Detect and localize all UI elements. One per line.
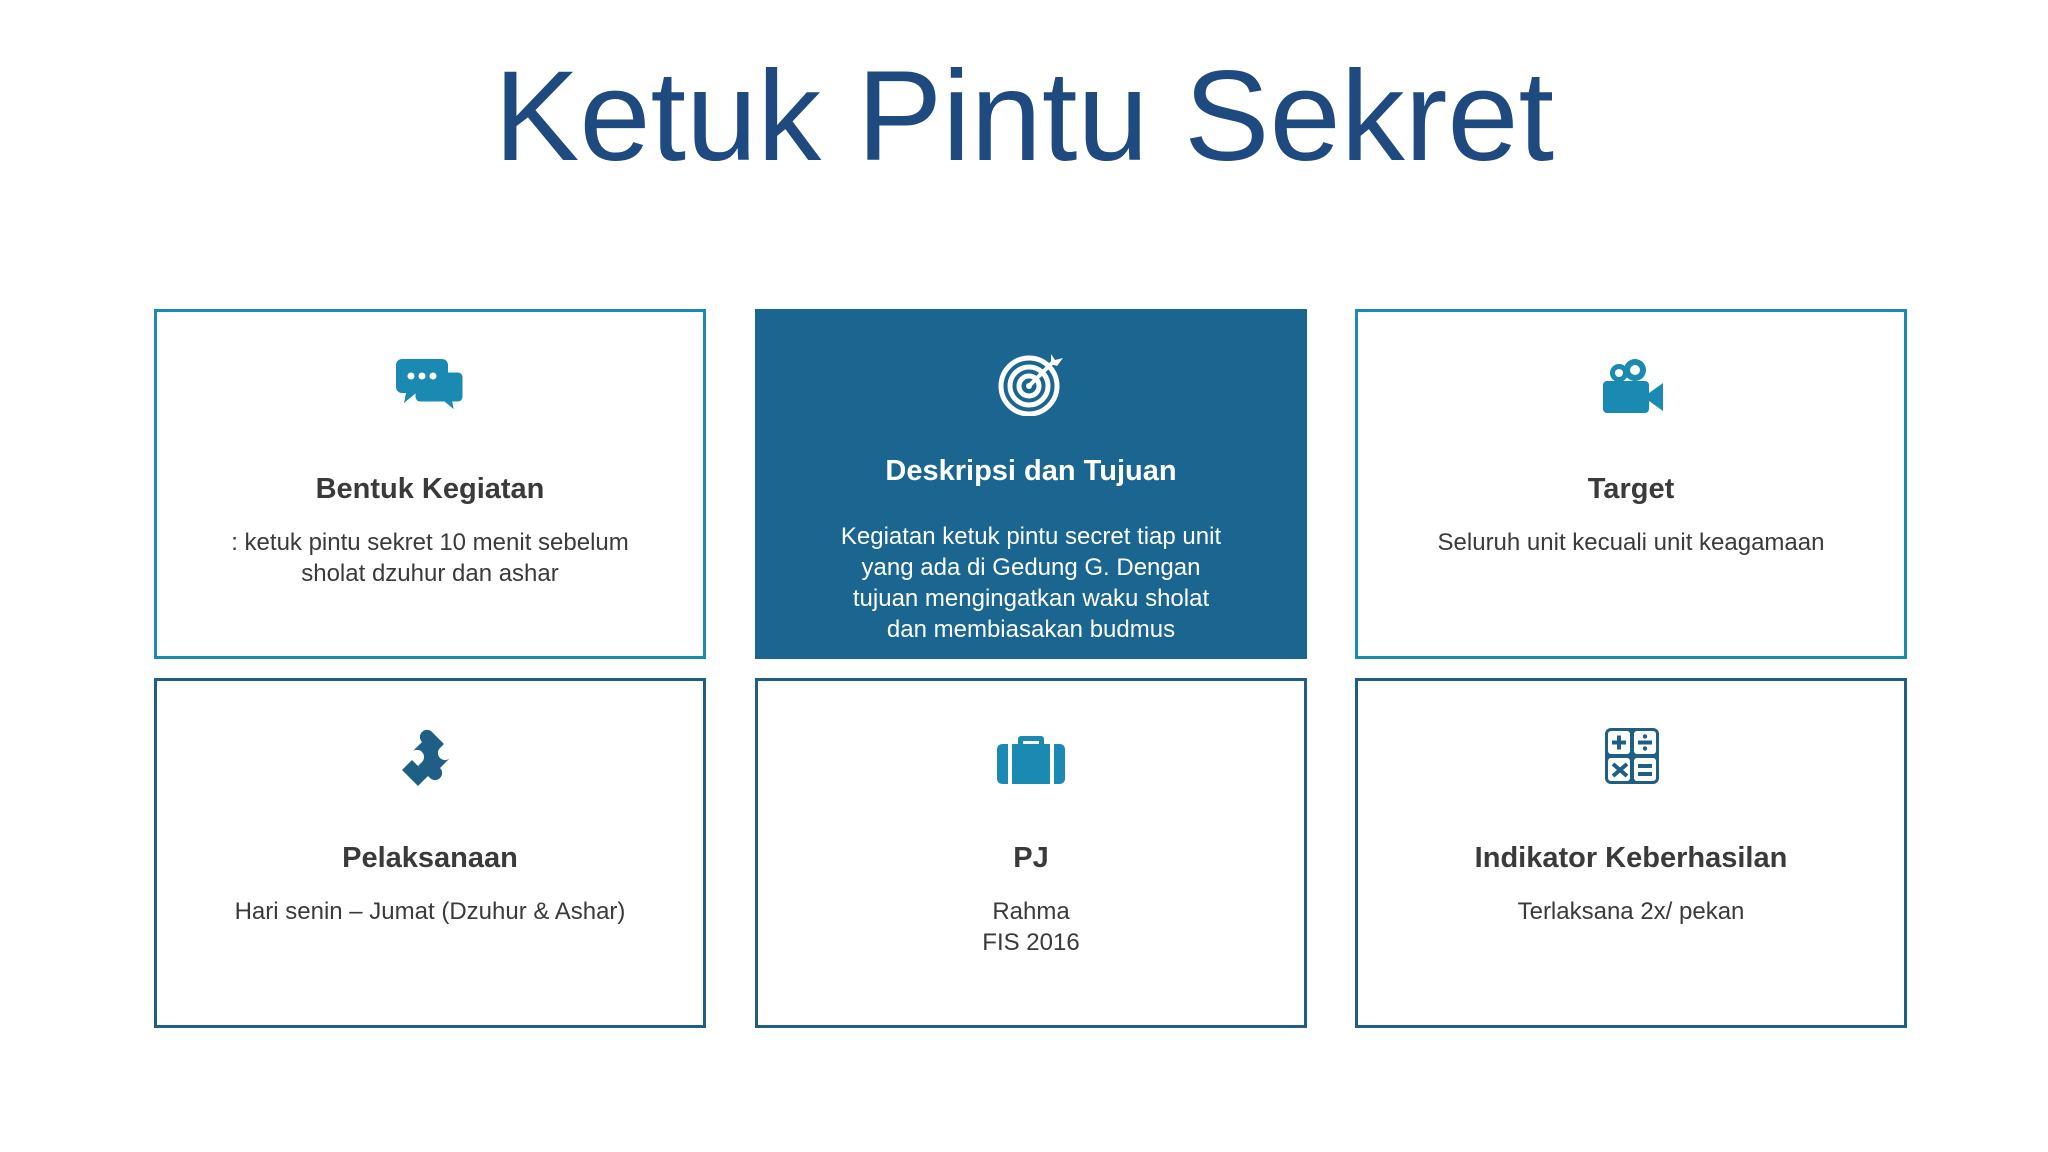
card-title: Indikator Keberhasilan: [1474, 842, 1788, 874]
puzzle-icon: [394, 726, 466, 790]
card-title: Bentuk Kegiatan: [315, 473, 545, 505]
card-body: : ketuk pintu sekret 10 menit sebelum sholat dzuhur dan ashar: [231, 529, 629, 587]
card-pelaksanaan: [154, 678, 706, 1028]
card-title: Pelaksanaan: [342, 842, 518, 874]
card-bentuk-kegiatan: [154, 309, 706, 659]
card-pj: [755, 678, 1307, 1028]
slide-title: Ketuk Pintu Sekret: [493, 45, 1555, 188]
card-title: PJ: [1013, 842, 1049, 874]
target-icon: [995, 352, 1067, 416]
briefcase-icon: [995, 726, 1067, 790]
chat-bubbles-icon: [394, 357, 466, 421]
video-camera-icon: [1595, 357, 1667, 421]
card-indikator-keberhasilan: [1355, 678, 1907, 1028]
card-body: Rahma FIS 2016: [982, 898, 1080, 956]
card-title: Target: [1587, 473, 1675, 505]
card-body: Seluruh unit kecuali unit keagamaan: [1437, 529, 1825, 556]
card-body: Terlaksana 2x/ pekan: [1517, 898, 1745, 925]
calculator-icon: [1595, 726, 1667, 790]
card-deskripsi-dan-tujuan: [755, 309, 1307, 659]
card-title: Deskripsi dan Tujuan: [885, 455, 1177, 487]
card-body: Hari senin – Jumat (Dzuhur & Ashar): [234, 898, 626, 925]
card-target: [1355, 309, 1907, 659]
card-body: Kegiatan ketuk pintu secret tiap unit yang ada di Gedung G. Dengan tujuan mengingatkan waku sholat dan membiasakan budmus: [840, 523, 1222, 643]
